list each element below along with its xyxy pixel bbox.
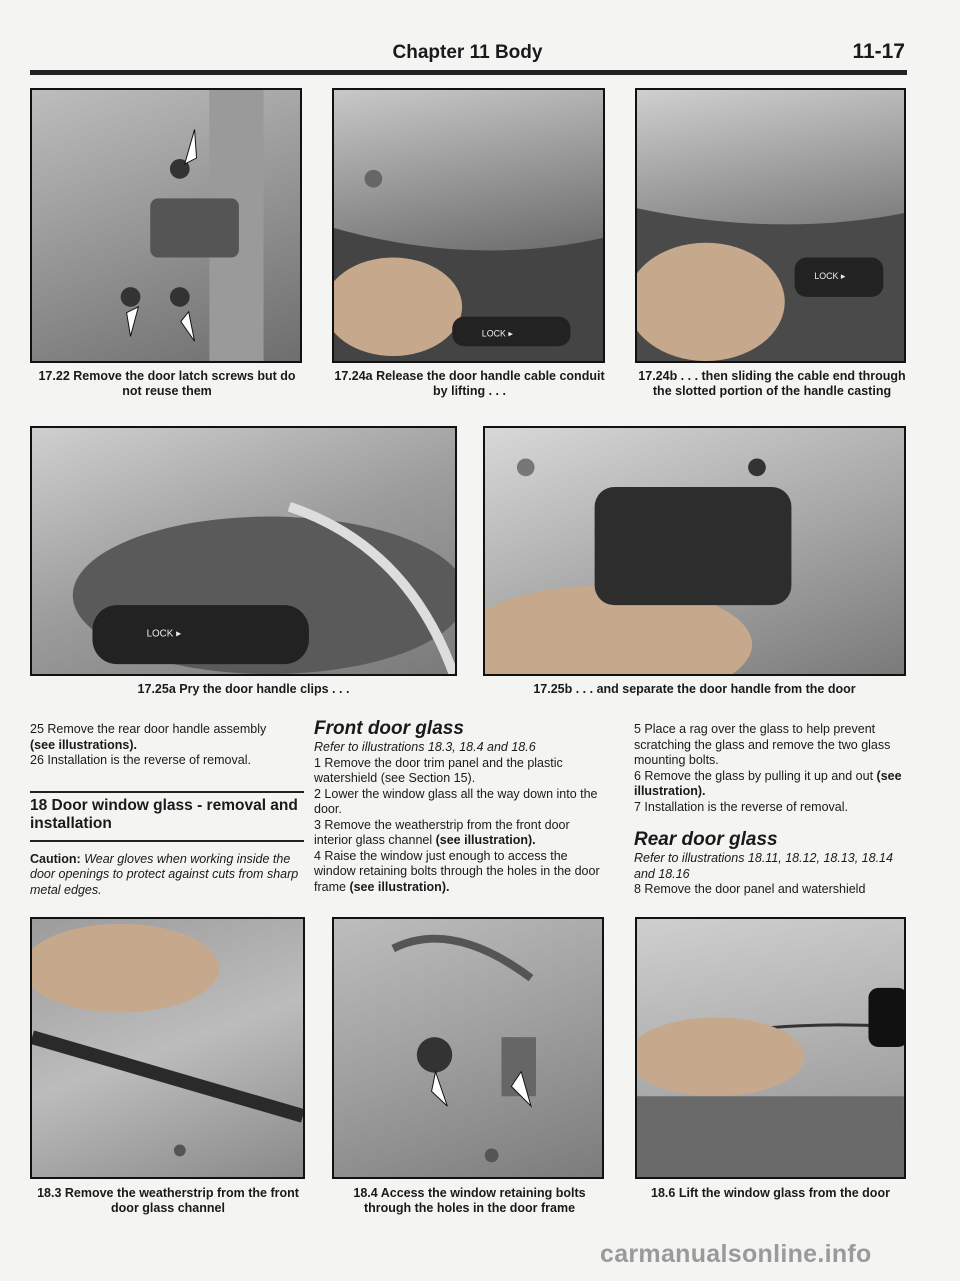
caption-18-4: 18.4 Access the window retaining bolts through the holes in the door frame <box>353 1186 586 1215</box>
caution-note: Caution: Wear gloves when working inside the door openings to protect against cuts from sharp metal edges. <box>30 851 299 897</box>
photo-17-24a <box>332 88 605 363</box>
lift-glass-illustration <box>637 919 904 1177</box>
rear-refer: Refer to illustrations 18.11, 18.12, 18.13, 18.14 and 18.16 <box>634 851 893 881</box>
step-5: 5 Place a rag over the glass to help prevent scratching the glass and remove the two glass mounting bolts. <box>634 722 891 767</box>
site-watermark: carmanualsonline.info <box>600 1240 872 1268</box>
step-1: 1 Remove the door trim panel and the plastic watershield (see Section 15). <box>314 755 563 785</box>
lock-label: LOCK ▸ <box>481 328 513 339</box>
step-26: 26 Installation is the reverse of removal. <box>30 753 251 767</box>
chapter-title: Chapter 11 Body <box>392 42 543 63</box>
caption-17-22: 17.22 Remove the door latch screws but do not reuse them <box>38 369 296 398</box>
header-rule <box>30 70 907 75</box>
step-4: 4 Raise the window just enough to access the window retaining bolts through the holes in the door frame (see illustration). <box>314 848 600 894</box>
photo-17-22 <box>30 88 302 363</box>
text-column-2 <box>314 718 604 895</box>
caption-17-25a: 17.25a Pry the door handle clips . . . <box>137 682 350 696</box>
step-8: 8 Remove the door panel and watershield <box>634 882 866 896</box>
caption-18-3: 18.3 Remove the weatherstrip from the front door glass channel <box>37 1186 299 1215</box>
caption-17-24a: 17.24a Release the door handle cable conduit by lifting . . . <box>334 369 605 398</box>
text-column-1 <box>30 722 304 898</box>
rear-door-glass-heading: Rear door glass <box>634 829 778 850</box>
section-rule-bottom <box>30 840 304 842</box>
front-refer: Refer to illustrations 18.3, 18.4 and 18.6 <box>314 740 536 754</box>
section-heading: 18 Door window glass - removal and installation <box>30 796 298 832</box>
page-number: 11-17 <box>852 40 905 63</box>
step-3: 3 Remove the weatherstrip from the front door interior glass channel (see illustration). <box>314 817 570 847</box>
weatherstrip-illustration <box>32 919 303 1177</box>
step-2: 2 Lower the window glass all the way down into the door. <box>314 786 598 816</box>
section-rule-top <box>30 791 304 793</box>
caption-17-24b: 17.24b . . . then sliding the cable end through the slotted portion of the handle casting <box>638 369 906 398</box>
photo-18-4 <box>332 917 604 1179</box>
page-header <box>30 38 905 68</box>
caption-17-25b: 17.25b . . . and separate the door handle from the door <box>533 682 856 696</box>
caption-18-6: 18.6 Lift the window glass from the door <box>651 1186 890 1200</box>
door-latch-illustration <box>32 90 300 361</box>
cable-conduit-illustration <box>334 90 603 361</box>
lock-label: LOCK ▸ <box>814 271 846 282</box>
step-6: 6 Remove the glass by pulling it up and out (see illustration). <box>634 768 902 798</box>
photo-17-25a <box>30 426 457 676</box>
step-25: 25 Remove the rear door handle assembly (see illustrations). <box>30 722 267 752</box>
retaining-bolts-illustration <box>334 919 602 1177</box>
separate-handle-illustration <box>485 428 904 674</box>
front-door-glass-heading: Front door glass <box>314 718 464 739</box>
photo-17-24b <box>635 88 906 363</box>
photo-17-25b <box>483 426 906 676</box>
photo-18-6 <box>635 917 906 1179</box>
photo-18-3 <box>30 917 305 1179</box>
step-7: 7 Installation is the reverse of removal. <box>634 799 848 814</box>
handle-clips-illustration <box>32 428 455 674</box>
lock-label: LOCK ▸ <box>146 628 182 640</box>
text-column-3 <box>634 722 908 898</box>
cable-end-illustration <box>637 90 904 361</box>
